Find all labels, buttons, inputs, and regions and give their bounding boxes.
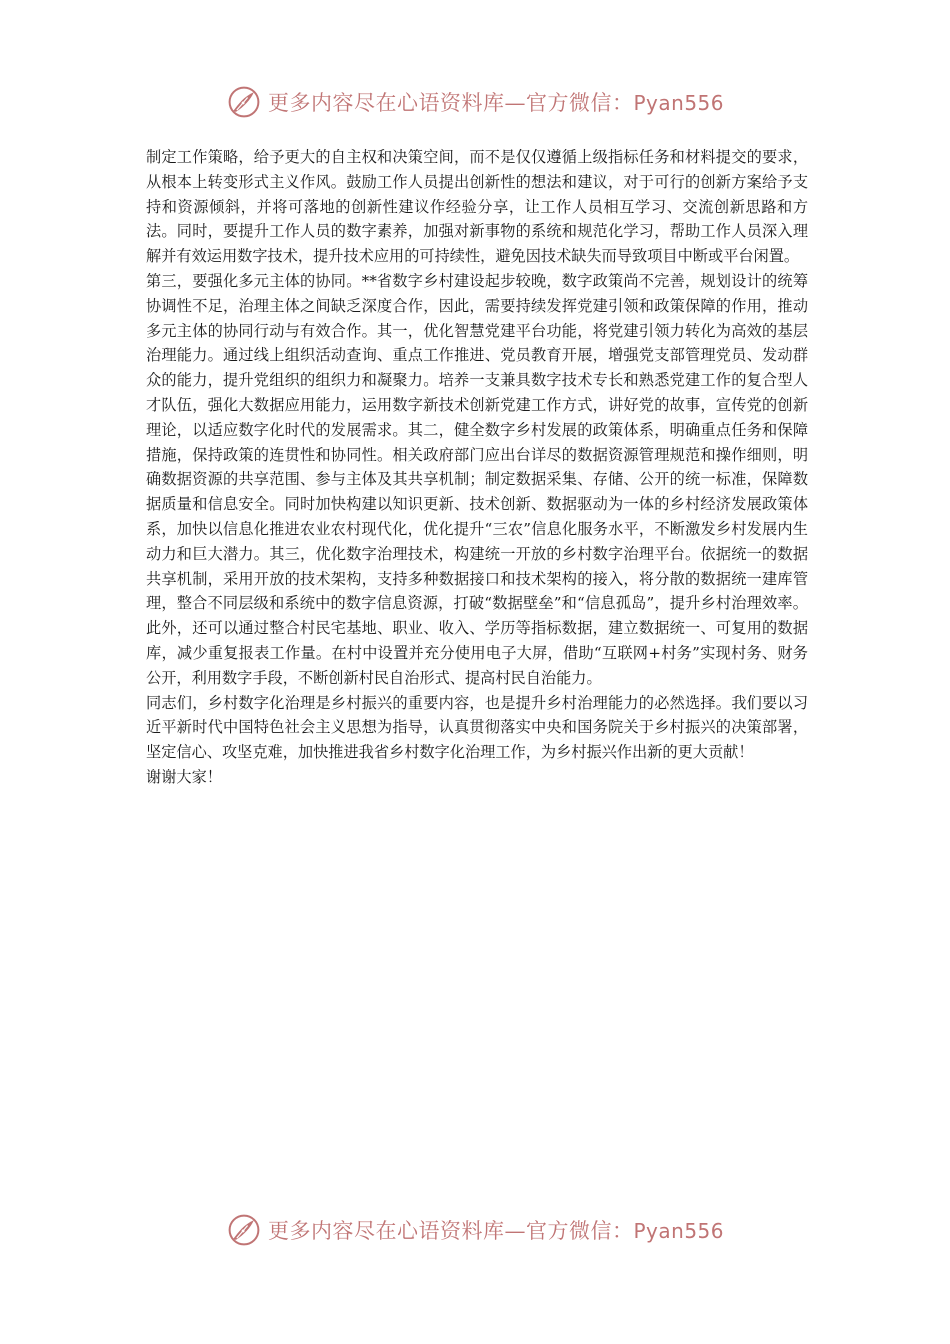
body-paragraph-3: 同志们，乡村数字化治理是乡村振兴的重要内容，也是提升乡村治理能力的必然选择。我们要以习近平新时代中国特色社会主义思想为指导，认真贯彻落实中央和国务院关于乡村振兴的决策部署，坚定信心、攻坚克难，加快推进我省乡村数字化治理工作，为乡村振兴作出新的更大贡献！ — [146, 693, 808, 762]
footer-watermark — [0, 1210, 950, 1250]
body-paragraph-4: 谢谢大家！ — [146, 767, 222, 786]
document-body — [146, 145, 808, 790]
pen-nib-logo-icon — [226, 1212, 262, 1248]
watermark-text: 更多内容尽在心语资料库—官方微信：Pyan556 — [267, 1219, 724, 1243]
body-paragraph-2: 第三，要强化多元主体的协同。**省数字乡村建设起步较晚，数字政策尚不完善，规划设计的统筹协调性不足，治理主体之间缺乏深度合作，因此，需要持续发挥党建引领和政策保障的作用，推动多元主体的协同行动与有效合作。其一，优化智慧党建平台功能，将党建引领力转化为高效的基层治理能力。通过线上组织活动查询、重点工作推进、党员教育开展，增强党支部管理党员、发动群众的能力，提升党组织的组织力和凝聚力。培养一支兼具数字技术专长和熟悉党建工作的复合型人才队伍，强化大数据应用能力，运用数字新技术创新党建工作方式，讲好党的故事，宣传党的创新理论，以适应数字化时代的发展需求。其二，健全数字乡村发展的政策体系，明确重点任务和保障措施，保持政策的连贯性和协同性。相关政府部门应出台详尽的数据资源管理规范和操作细则，明确数据资源的共享范围、参与主体及其共享机制；制定数据采集、存储、公开的统一标准，保障数据质量和信息安全。同时加快构建以知识更新、技术创新、数据驱动为一体的乡村经济发展政策体系，加快以信息化推进农业农村现代化，优化提升“三农”信息化服务水平，不断激发乡村发展内生动力和巨大潜力。其三，优化数字治理技术，构建统一开放的乡村数字治理平台。依据统一的数据共享机制，采用开放的技术架构，支持多种数据接口和技术架构的接入，将分散的数据统一建库管理，整合不同层级和系统中的数字信息资源，打破“数据壁垒”和“信息孤岛”，提升乡村治理效率。此外，还可以通过整合村民宅基地、职业、收入、学历等指标数据，建立数据统一、可复用的数据库，减少重复报表工作量。在村中设置并充分使用电子大屏，借助“互联网+村务”实现村务、财务公开，利用数字手段，不断创新村民自治形式、提高村民自治能力。 — [146, 271, 808, 687]
header-watermark — [0, 82, 950, 122]
watermark-text: 更多内容尽在心语资料库—官方微信：Pyan556 — [267, 91, 724, 115]
body-paragraph-1: 制定工作策略，给予更大的自主权和决策空间，而不是仅仅遵循上级指标任务和材料提交的要求，从根本上转变形式主义作风。鼓励工作人员提出创新性的想法和建议，对于可行的创新方案给予支持和资源倾斜，并将可落地的创新性建议作经验分享，让工作人员相互学习、交流创新思路和方法。同时，要提升工作人员的数字素养，加强对新事物的系统和规范化学习，帮助工作人员深入理解并有效运用数字技术，提升技术应用的可持续性，避免因技术缺失而导致项目中断或平台闲置。 — [146, 148, 808, 266]
watermark-wechat-id: Pyan556 — [633, 1219, 724, 1243]
watermark-wechat-id: Pyan556 — [633, 91, 724, 115]
pen-nib-logo-icon — [226, 84, 262, 120]
